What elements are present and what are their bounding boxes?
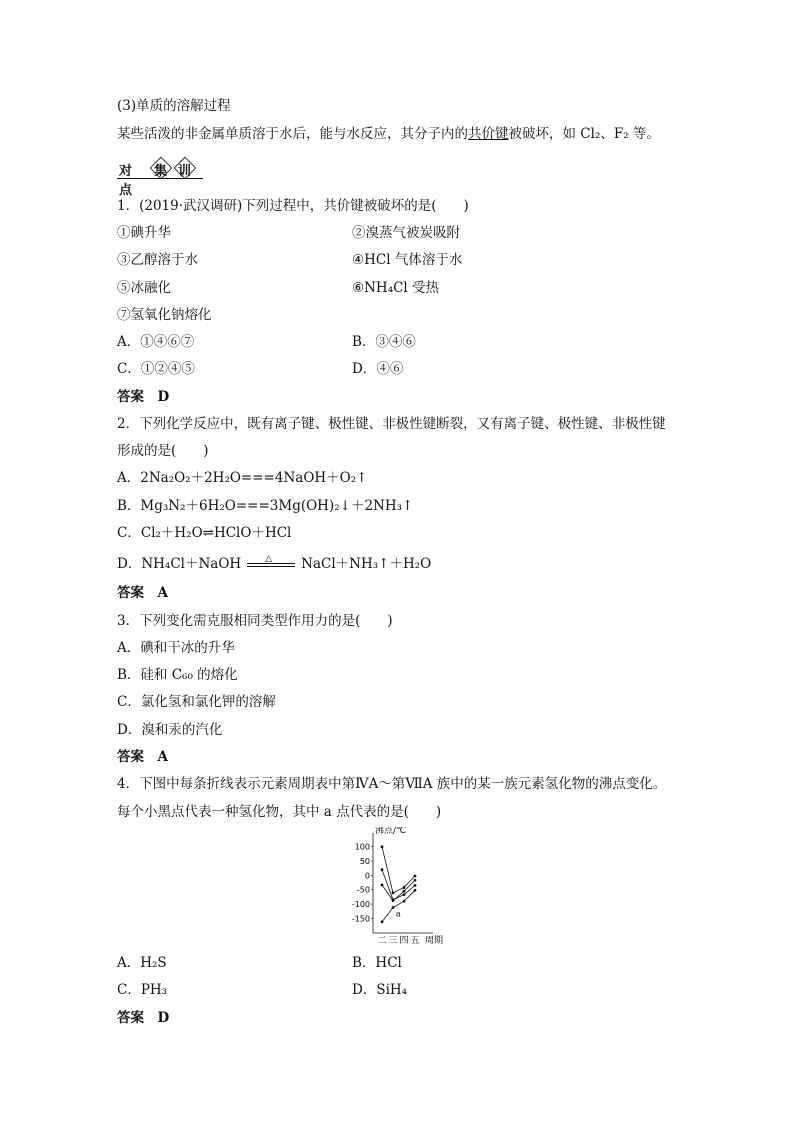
x-tick-label: 二 <box>377 936 387 945</box>
q1-option-a[interactable]: A．①④⑥⑦ <box>117 334 195 350</box>
y-tick-label: 100 <box>354 842 370 852</box>
heat-equals-sign <box>247 553 295 567</box>
chart-axes <box>371 833 433 933</box>
q3-option-a[interactable]: A．碘和干冰的升华 <box>117 640 235 656</box>
x-tick-label: 四 <box>399 936 409 945</box>
q2-answer: 答案 A <box>117 585 168 601</box>
data-point <box>403 886 406 889</box>
data-point <box>414 884 417 887</box>
badge-part2: 集 <box>154 164 168 179</box>
q2-option-c[interactable]: C．Cl₂＋H₂O⇌HClO＋HCl <box>117 525 292 541</box>
x-tick-label: 三 <box>388 936 398 945</box>
q1-item-7: ⑦氢氧化钠熔化 <box>117 307 212 323</box>
x-axis-label: 周期 <box>425 936 444 945</box>
badge-underline <box>117 178 203 179</box>
q4-stem-line2: 每个小黑点代表一种氢化物，其中 a 点代表的是( ) <box>117 804 442 820</box>
q4-option-a[interactable]: A．H₂S <box>117 955 167 971</box>
badge-part1: 对点 <box>119 164 133 198</box>
q1-item-1: ①碘升华 <box>117 225 171 241</box>
y-tick-label: -50 <box>356 885 370 895</box>
data-point <box>392 899 395 902</box>
q1-answer: 答案 D <box>117 389 170 405</box>
data-point <box>403 890 406 893</box>
data-point <box>381 883 384 886</box>
q4-answer: 答案 D <box>117 1010 170 1026</box>
q2-option-a[interactable]: A．2Na₂O₂＋2H₂O===4NaOH＋O₂↑ <box>117 470 368 486</box>
q1-item-4: ④HCl 气体溶于水 <box>352 252 463 268</box>
chart-labels <box>352 827 443 945</box>
q4-option-b[interactable]: B．HCl <box>352 955 402 971</box>
y-axis-label: 沸点/℃ <box>375 827 407 836</box>
y-tick-label: -150 <box>351 914 370 924</box>
y-tick-label: 0 <box>364 871 370 881</box>
section-heading: (3)单质的溶解过程 <box>117 98 231 114</box>
q2-stem-line1: 2．下列化学反应中，既有离子键、极性键、非极性键断裂，又有离子键、极性键、非极性键 <box>117 416 666 432</box>
q2-stem-line2: 形成的是( ) <box>117 443 209 459</box>
q1-item-2: ②溴蒸气被炭吸附 <box>352 225 460 241</box>
q4-option-d[interactable]: D．SiH₄ <box>352 982 408 998</box>
data-point <box>392 906 395 909</box>
data-point <box>403 893 406 896</box>
data-point <box>381 868 384 871</box>
q4-stem-line1: 4．下图中每条折线表示元素周期表中第ⅣA～第ⅦA 族中的某一族元素氢化物的沸点变化。 <box>117 776 667 792</box>
series-line <box>382 847 415 893</box>
data-point <box>381 920 384 923</box>
q1-option-c[interactable]: C．①②④⑤ <box>117 361 195 377</box>
data-point <box>403 900 406 903</box>
data-point <box>381 845 384 848</box>
q1-item-6: ⑥NH₄Cl 受热 <box>352 280 440 296</box>
q3-answer: 答案 A <box>117 749 168 765</box>
section-text <box>117 124 660 144</box>
q1-item-5: ⑤冰融化 <box>117 280 171 296</box>
q4-option-c[interactable]: C．PH₃ <box>117 982 168 998</box>
q3-option-b[interactable]: B．硅和 C₆₀ 的熔化 <box>117 667 238 683</box>
q2-option-d-right: NaCl＋NH₃↑＋H₂O <box>301 556 432 572</box>
x-tick-label: 五 <box>410 936 420 945</box>
section-text-before: 某些活泼的非金属单质溶于水后，能与水反应，其分子内的 <box>117 126 468 142</box>
q1-option-b[interactable]: B．③④⑥ <box>352 334 416 350</box>
q1-item-3: ③乙醇溶于水 <box>117 252 198 268</box>
data-point <box>392 891 395 894</box>
data-point <box>414 879 417 882</box>
q3-stem: 3．下列变化需克服相同类型作用力的是( ) <box>117 613 393 629</box>
y-tick-label: 50 <box>359 857 370 867</box>
heat-triangle: △ <box>265 553 273 564</box>
point-a-label: a <box>396 909 401 919</box>
section-text-underlined: 共价键 <box>468 126 509 142</box>
y-tick-label: -100 <box>351 900 370 910</box>
badge-part3: 训 <box>178 164 192 179</box>
q3-option-d[interactable]: D．溴和汞的汽化 <box>117 722 223 738</box>
section-text-after: 被破坏，如 Cl₂、F₂ 等。 <box>508 126 660 142</box>
q3-option-c[interactable]: C．氯化氢和氯化钾的溶解 <box>117 694 276 710</box>
q2-option-d[interactable] <box>117 554 431 574</box>
data-point <box>414 889 417 892</box>
q1-stem: 1．(2019·武汉调研)下列过程中，共价键被破坏的是( ) <box>117 198 469 214</box>
q2-option-d-left: D．NH₄Cl＋NaOH <box>117 556 242 572</box>
q2-option-b[interactable]: B．Mg₃N₂＋6H₂O===3Mg(OH)₂↓＋2NH₃↑ <box>117 498 414 514</box>
data-point <box>414 875 417 878</box>
boiling-point-chart <box>337 827 467 945</box>
q1-option-d[interactable]: D．④⑥ <box>352 361 404 377</box>
